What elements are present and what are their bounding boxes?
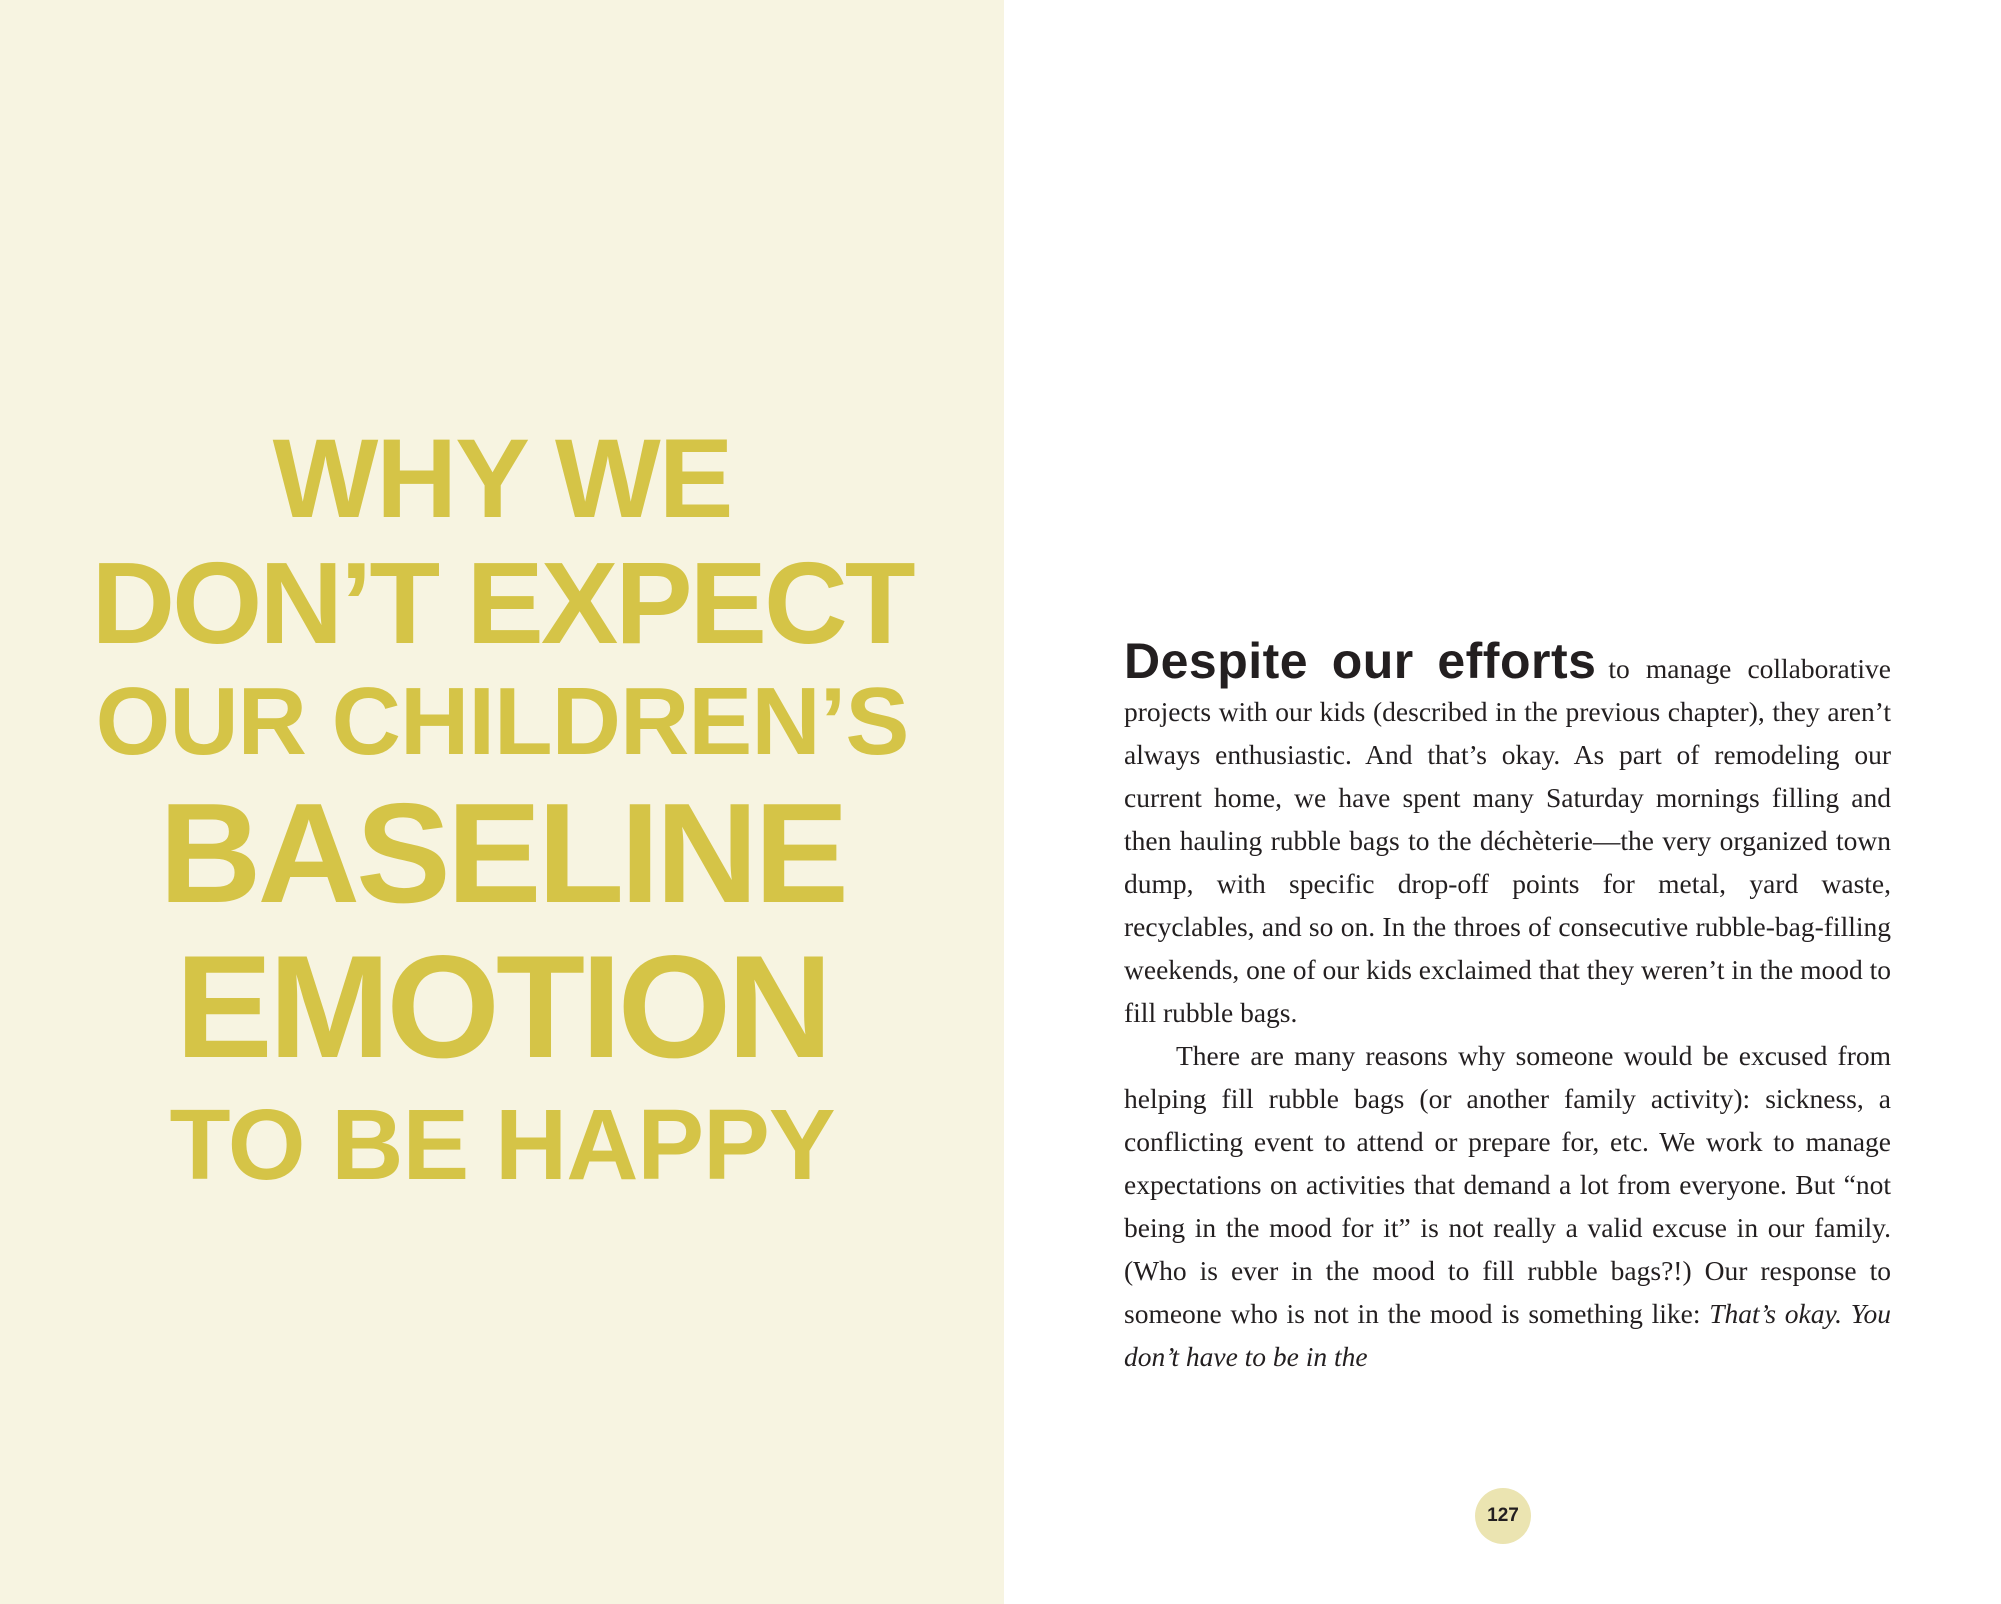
chapter-title-line: OUR CHILDREN’S (95, 668, 909, 775)
italic-text: That’s okay. You don’t have to be in the (1124, 1298, 1891, 1372)
body-text (1124, 633, 1891, 1378)
paragraph-text: There are many reasons why someone would be excused from helping fill rubble bags (or another family activity): sickness, a conflicting event to attend or prepare for, etc. We work to manage expectations on activities that demand a lot from everyone. But “not being in the mood for it” is not really a valid excuse in our family. (Who is ever in the mood to fill rubble bags?!) Our response to someone who is not in the mood is something like: (1124, 1040, 1891, 1329)
chapter-title-line: BASELINE (159, 774, 845, 933)
chapter-title-line: WHY WE (272, 416, 732, 541)
chapter-title-line: TO BE HAPPY (169, 1089, 835, 1201)
chapter-title (0, 418, 1004, 1206)
right-page (1004, 0, 2001, 1604)
chapter-title-line: EMOTION (175, 925, 829, 1088)
paragraph (1124, 1034, 1891, 1378)
paragraph-text: to manage collaborative projects with our kids (described in the previous chapter), they aren’t always enthusiastic. And that’s okay. As part of remodeling our current home, we have spent many Saturday mornings filling and then hauling rubble bags to the déchèterie—the very organized town dump, with specific drop-off points for metal, yard waste, recyclables, and so on. In the throes of consecutive rubble-bag-filling weekends, one of our kids exclaimed that they weren’t in the mood to fill rubble bags. (1124, 653, 1891, 1028)
page-number: 127 (1475, 1488, 1531, 1544)
paragraph (1124, 633, 1891, 1034)
chapter-title-line: DON’T EXPECT (91, 538, 913, 668)
lead-in-heading: Despite our efforts (1124, 633, 1597, 689)
